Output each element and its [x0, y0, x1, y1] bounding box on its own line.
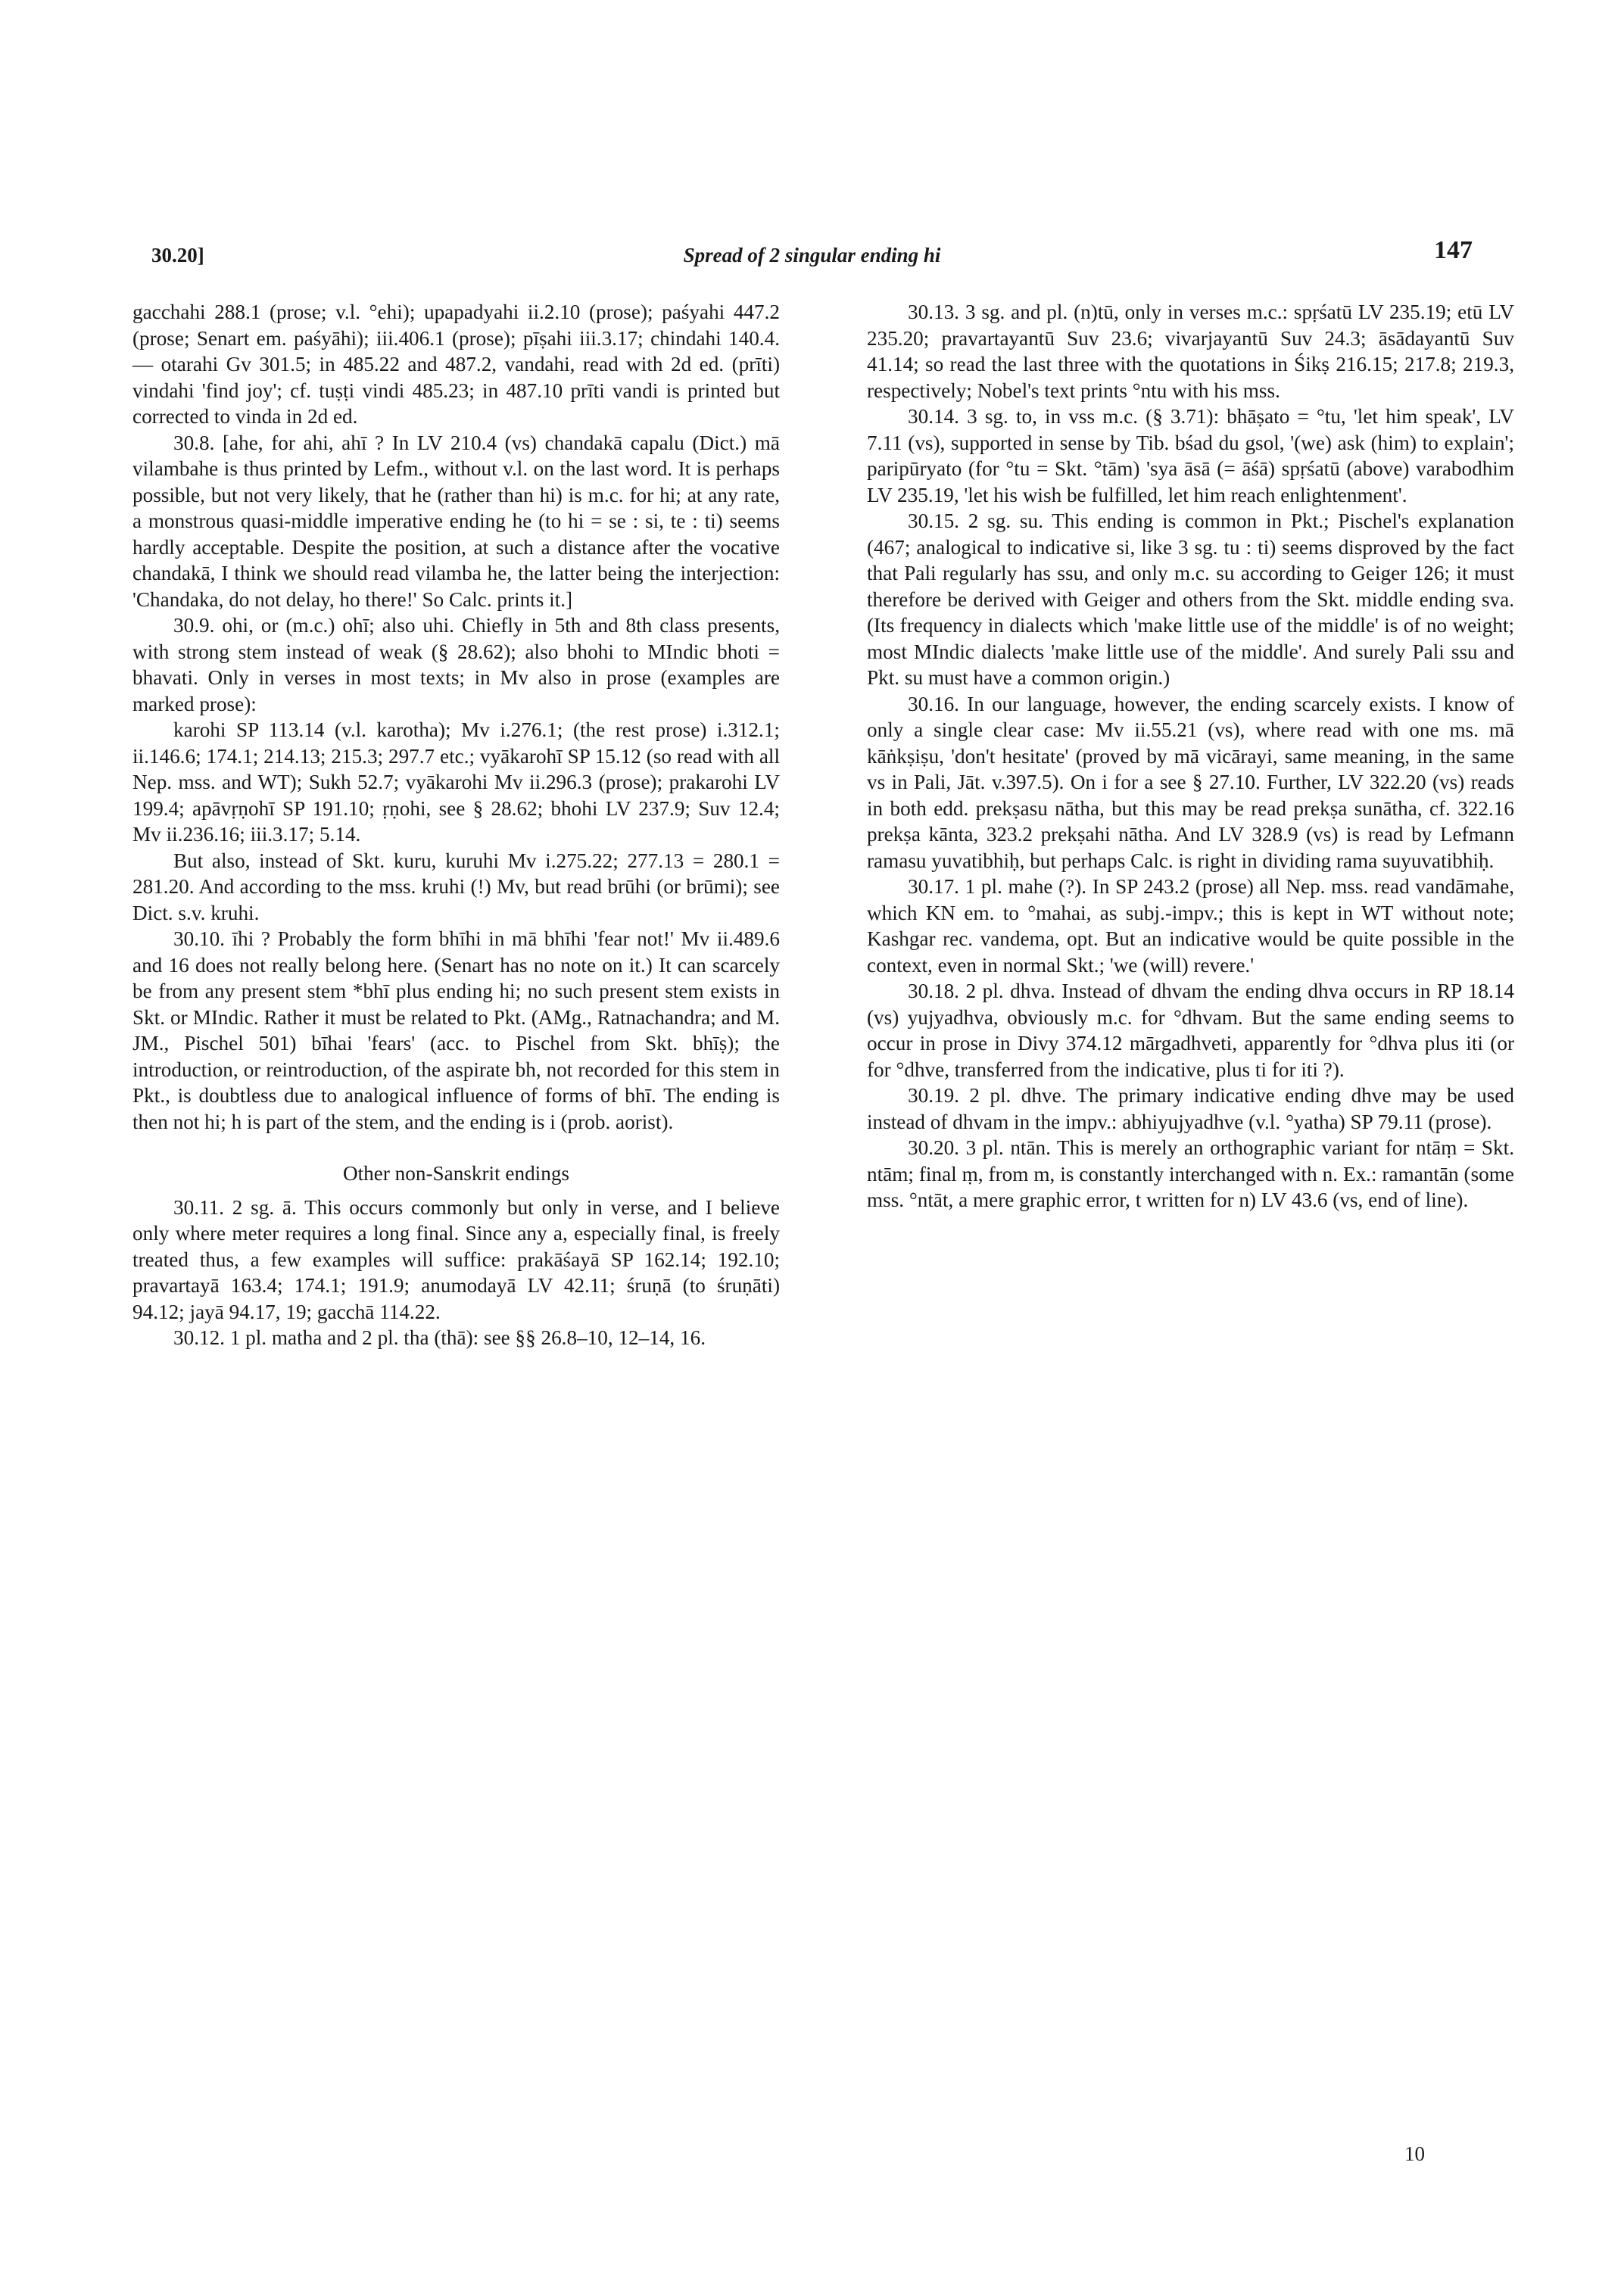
paragraph-30-8: 30.8. [ahe, for ahi, ahī ? In LV 210.4 (vs) chandakā capalu (Dict.) mā vilambahe is thus printed by Lefm., without v.l. on the last word. It is perhaps possible, but not very likely, that he (rather than hi) is m.c. for hi; at any rate, a monstrous quasi-middle imperative ending he (to hi = se : si, te : ti) seems hardly acceptable. Despite the position, at such a distance after the vocative chandakā, I think we should read vilamba he, the latter being the interjection: 'Chandaka, do not delay, ho there!' So Calc. prints it.]	[132, 431, 780, 611]
paragraph-30-13: 30.13. 3 sg. and pl. (n)tū, only in verses m.c.: spṛśatū LV 235.19; etū LV 235.20; pravartayantū Suv 23.6; vivarjayantū Suv 24.3; āsādayantū Suv 41.14; so read the last three with the quotations in Śikṣ 216.15; 217.8; 219.3, respectively; Nobel's text prints °ntu with his mss.	[867, 301, 1514, 402]
left-column	[132, 299, 780, 1351]
paragraph-30-16: 30.16. In our language, however, the ending scarcely exists. I know of only a single clear case: Mv ii.55.21 (vs), where read with one ms. mā kāṅkṣiṣu, 'don't hesitate' (proved by mā vicārayi, same meaning, in the same vs in Pali, Jāt. v.397.5). On i for a see § 27.10. Further, LV 322.20 (vs) reads in both edd. prekṣasu nātha, but this may be read prekṣa sunātha, cf. 322.16 prekṣa kānta, 323.2 prekṣahi nātha. And LV 328.9 (vs) is read by Lefmann ramasu yuvatibhiḥ, but perhaps Calc. is right in dividing rama suyuvatibhiḥ.	[867, 692, 1514, 872]
paragraph-30-19: 30.19. 2 pl. dhve. The primary indicative ending dhve may be used instead of dhvam in the impv.: abhiyujyadhve (v.l. °yatha) SP 79.11 (prose).	[867, 1084, 1514, 1133]
running-title: Spread of 2 singular ending hi	[683, 244, 941, 266]
paragraph-30-14: 30.14. 3 sg. to, in vss m.c. (§ 3.71): bhāṣato = °tu, 'let him speak', LV 7.11 (vs), supported in sense by Tib. bśad du gsol, '(we) ask (him) to explain'; paripūryato (for °tu = Skt. °tām) 'sya āsā (= āśā) spṛśatū (above) varabodhim LV 235.19, 'let his wish be fulfilled, let him reach enlightenment'.	[867, 405, 1514, 506]
paragraph: gacchahi 288.1 (prose; v.l. °ehi); upapadyahi ii.2.10 (prose); paśyahi 447.2 (prose; Senart em. paśyāhi); iii.406.1 (prose); pīṣahi iii.3.17; chindahi 140.4. — otarahi Gv 301.5; in 485.22 and 487.2, vandahi, read with 2d ed. (prīti) vindahi 'find joy'; cf. tuṣṭi vindi 485.23; in 487.10 prīti vandi is printed but corrected to vinda in 2d ed.	[132, 301, 780, 428]
section-heading: Other non-Sanskrit endings	[342, 1162, 570, 1185]
paragraph-30-17: 30.17. 1 pl. mahe (?). In SP 243.2 (prose) all Nep. mss. read vandāmahe, which KN em. to °mahai, as subj.-impv.; this is kept in WT without note; Kashgar rec. vandema, opt. But an indicative would be quite possible in the context, even in normal Skt.; 'we (will) revere.'	[867, 875, 1514, 977]
paragraph-kuruhi: But also, instead of Skt. kuru, kuruhi Mv i.275.22; 277.13 = 280.1 = 281.20. And according to the mss. kruhi (!) Mv, but read brūhi (or brūmi); see Dict. s.v. kruhi.	[132, 849, 780, 924]
paragraph-30-11: 30.11. 2 sg. ā. This occurs commonly but only in verse, and I believe only where meter requires a long final. Since any a, especially final, is freely treated thus, a few examples will suffice: prakāśayā SP 162.14; 192.10; pravartayā 163.4; 174.1; 191.9; anumodayā LV 42.11; śruṇā (to śruṇāti) 94.12; jayā 94.17, 19; gacchā 114.22.	[132, 1195, 780, 1323]
paragraph-examples: karohi SP 113.14 (v.l. karotha); Mv i.276.1; (the rest prose) i.312.1; ii.146.6; 174.1; 214.13; 215.3; 297.7 etc.; vyākarohī SP 15.12 (so read with all Nep. mss. and WT); Sukh 52.7; vyākarohi Mv ii.296.3 (prose); prakarohi LV 199.4; apāvṛṇohī SP 191.10; ṛṇohi, see § 28.62; bhohi LV 237.9; Suv 12.4; Mv ii.236.16; iii.3.17; 5.14.	[132, 718, 780, 846]
page-number: 147	[1434, 236, 1473, 264]
paragraph-30-20: 30.20. 3 pl. ntān. This is merely an orthographic variant for ntāṃ = Skt. ntām; final ṃ, from m, is constantly interchanged with n. Ex.: ramantān (some mss. °ntāt, a mere graphic error, t written for n) LV 43.6 (vs, end of line).	[867, 1136, 1514, 1211]
paragraph-30-9: 30.9. ohi, or (m.c.) ohī; also uhi. Chiefly in 5th and 8th class presents, with strong stem instead of weak (§ 28.62); also bhohi to MIndic bhoti = bhavati. Only in verses in most texts; in Mv also in prose (examples are marked prose):	[132, 614, 780, 715]
right-column	[867, 299, 1514, 1213]
paragraph-30-18: 30.18. 2 pl. dhva. Instead of dhvam the ending dhva occurs in RP 18.14 (vs) yujyadhva, obviously m.c. for °dhvam. But the same ending seems to occur in prose in Divy 374.12 mārgadhveti, apparently for °dhva plus iti (or for °dhve, transferred from the indicative, plus ti for iti ?).	[867, 980, 1514, 1081]
paragraph-30-12: 30.12. 1 pl. matha and 2 pl. tha (thā): see §§ 26.8–10, 12–14, 16.	[173, 1326, 706, 1349]
signature-mark: 10	[1404, 2142, 1425, 2165]
paragraph-30-10: 30.10. īhi ? Probably the form bhīhi in mā bhīhi 'fear not!' Mv ii.489.6 and 16 does not really belong here. (Senart has no note on it.) It can scarcely be from any present stem *bhī plus ending hi; no such present stem exists in Skt. or MIndic. Rather it must be related to Pkt. (AMg., Ratnachandra; and M. JM., Pischel 501) bīhai 'fears' (acc. to Pischel from Skt. bhīṣ); the introduction, or reintroduction, of the aspirate bh, not recorded for this stem in Pkt., is doubtless due to analogical influence of forms of bhī. The ending is then not hi; h is part of the stem, and the ending is i (prob. aorist).	[132, 927, 780, 1133]
section-reference: 30.20]	[151, 244, 204, 266]
running-head	[151, 236, 1473, 274]
paragraph-30-15: 30.15. 2 sg. su. This ending is common in Pkt.; Pischel's explanation (467; analogical to indicative si, like 3 sg. tu : ti) seems disproved by the fact that Pali regularly has ssu, and only m.c. su according to Geiger 126; it must therefore be derived with Geiger and others from the Skt. middle ending sva. (Its frequency in dialects which 'make little use of the middle' is of no weight; most MIndic dialects 'make little use of the middle'. And surely Pali ssu and Pkt. su must have a common origin.)	[867, 509, 1514, 689]
